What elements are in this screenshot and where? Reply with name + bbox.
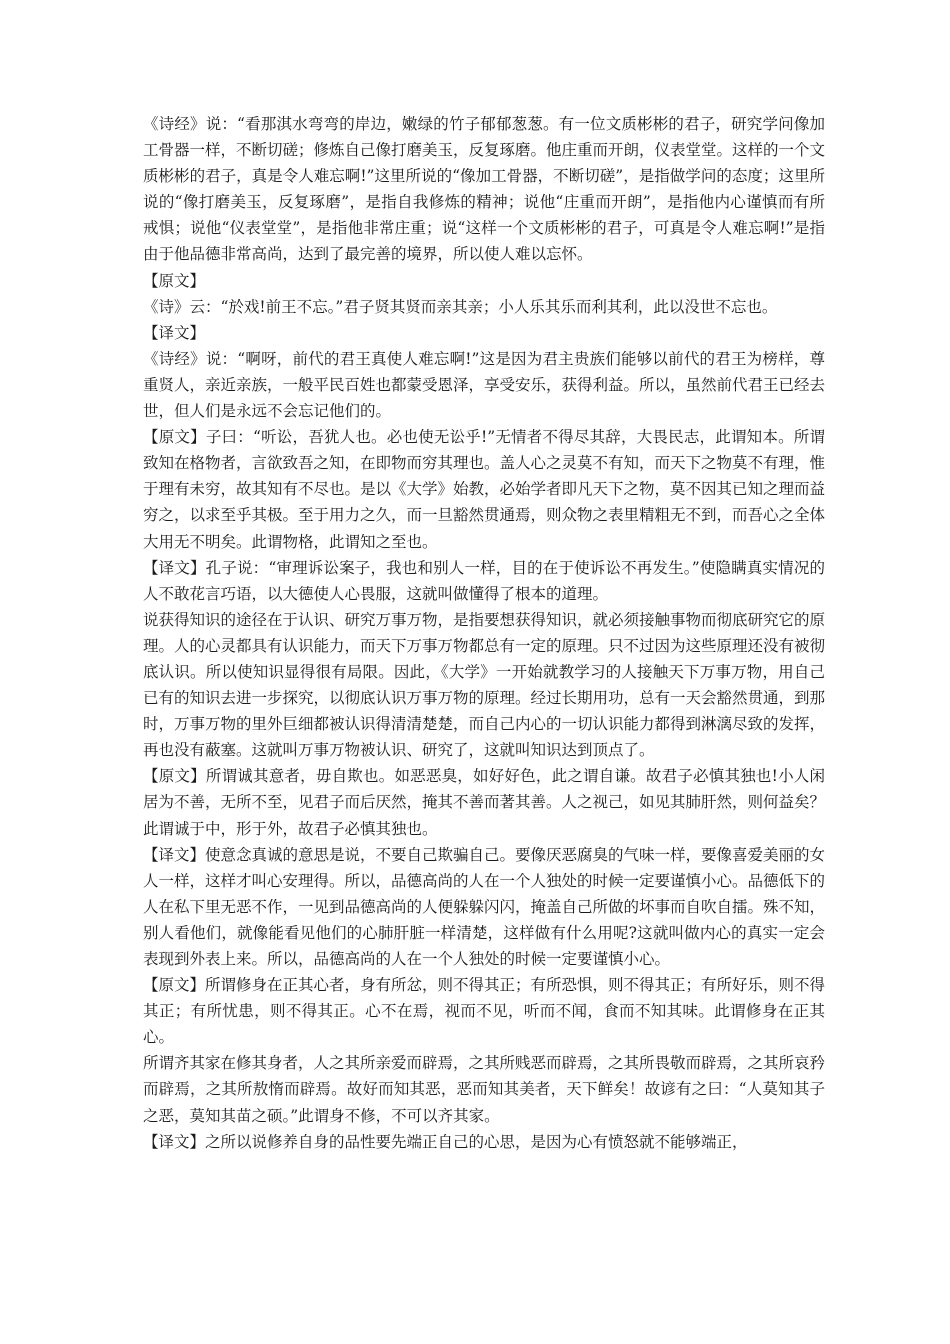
- paragraph-translation-gewu: 说获得知识的途径在于认识、研究万事万物，是指要想获得知识，就必须接触事物而彻底研究它的原理。人的心灵都具有认识能力，而天下万事万物都总有一定的原理。只不过因为这些原理还没有被彻底认识。所以使知识显得很有局限。因此，《大学》一开始就教学习的人接触天下万事万物，用自己已有的知识去进一步探究，以彻底认识万事万物的原理。经过长期用功，总有一天会豁然贯通，到那时，万事万物的里外巨细都被认识得清清楚楚，而自己内心的一切认识能力都得到淋漓尽致的发挥，再也没有蔽塞。这就叫万事万物被认识、研究了，这就叫知识达到顶点了。: [143, 610, 826, 760]
- paragraph-translation-kongzi: 【译文】孔子说：“审理诉讼案子，我也和别人一样，目的在于使诉讼不再发生。”使隐瞒真实情况的人不敢花言巧语，以大德使人心畏服，这就叫做懂得了根本的道理。: [143, 558, 825, 603]
- paragraph-original-shi: 《诗》云：“於戏!前王不忘。”君子贤其贤而亲其亲；小人乐其乐而利其利，此以没世不忘也。: [143, 297, 778, 316]
- section-heading-original: 【原文】: [143, 271, 206, 290]
- paragraph-original-chengyi: 【原文】所谓诚其意者，毋自欺也。如恶恶臭，如好好色，此之谓自谦。故君子必慎其独也!小人闲居为不善，无所不至，见君子而后厌然，掩其不善而著其善。人之视己，如见其肺肝然，则何益矣？此谓诚于中，形于外，故君子必慎其独也。: [143, 767, 826, 838]
- document-body: [143, 111, 825, 1155]
- paragraph-original-qijia: 所谓齐其家在修其身者，人之其所亲爱而辟焉，之其所贱恶而辟焉，之其所畏敬而辟焉，之其所哀矜而辟焉，之其所敖惰而辟焉。故好而知其恶，恶而知其美者，天下鲜矣！故谚有之曰：“人莫知其子之恶，莫知其苗之硕。”此谓身不修，不可以齐其家。: [143, 1054, 826, 1125]
- paragraph-translation-shijing: 《诗经》说：“啊呀，前代的君王真使人难忘啊!”这是因为君主贵族们能够以前代的君王为榜样，尊重贤人，亲近亲族，一般平民百姓也都蒙受恩泽，享受安乐，获得利益。所以，虽然前代君王已经去世，但人们是永远不会忘记他们的。: [143, 349, 826, 421]
- paragraph-translation-chengyi: 【译文】使意念真诚的意思是说，不要自己欺骗自己。要像厌恶腐臭的气味一样，要像喜爱美丽的女人一样，这样才叫心安理得。所以，品德高尚的人在一个人独处的时候一定要谨慎小心。品德低下的人在私下里无恶不作，一见到品德高尚的人便躲躲闪闪，掩盖自己所做的坏事而自吹自擂。殊不知，别人看他们，就像能看见他们的心肺肝脏一样清楚，这样做有什么用呢?这就叫做内心的真实一定会表现到外表上来。所以，品德高尚的人在一个人独处的时候一定要谨慎小心。: [143, 845, 826, 968]
- paragraph-original-tingsong: 【原文】子曰：“听讼，吾犹人也。必也使无讼乎!”无情者不得尽其辞，大畏民志，此谓知本。所谓致知在格物者，言欲致吾之知，在即物而穷其理也。盖人心之灵莫不有知，而天下之物莫不有理，惟于理有未穷，故其知有不尽也。是以《大学》始教，必始学者即凡天下之物，莫不因其已知之理而益穷之，以求至乎其极。至于用力之久，而一旦豁然贯通焉，则众物之表里精粗无不到，而吾心之全体大用无不明矣。此谓物格，此谓知之至也。: [143, 428, 826, 551]
- paragraph-translation-xiushen: 【译文】之所以说修养自身的品性要先端正自己的心思，是因为心有愤怒就不能够端正，: [143, 1132, 748, 1151]
- section-heading-translation: 【译文】: [143, 323, 206, 342]
- paragraph-intro-translation: 《诗经》说：“看那淇水弯弯的岸边，嫩绿的竹子郁郁葱葱。有一位文质彬彬的君子，研究学问像加工骨器一样，不断切磋；修炼自己像打磨美玉，反复琢磨。他庄重而开朗，仪表堂堂。这样的一个文质彬彬的君子，真是令人难忘啊!”这里所说的“像加工骨器，不断切磋”，是指做学问的态度；这里所说的“像打磨美玉，反复琢磨”，是指自我修炼的精神；说他“庄重而开朗”，是指他内心谨慎而有所戒惧；说他“仪表堂堂”，是指他非常庄重；说“这样一个文质彬彬的君子，可真是令人难忘啊!”是指由于他品德非常高尚，达到了最完善的境界，所以使人难以忘怀。: [143, 115, 826, 264]
- paragraph-original-xiushen: 【原文】所谓修身在正其心者，身有所忿，则不得其正；有所恐惧，则不得其正；有所好乐，则不得其正；有所忧患，则不得其正。心不在焉，视而不见，听而不闻，食而不知其味。此谓修身在正其心。: [143, 976, 826, 1047]
